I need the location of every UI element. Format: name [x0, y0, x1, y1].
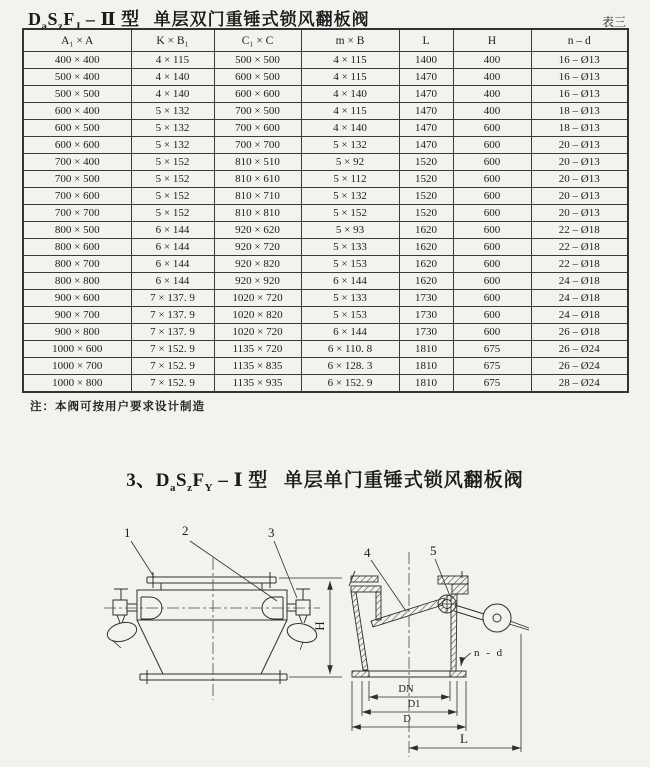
table-cell: 600	[453, 205, 531, 222]
table-cell: 4 × 140	[131, 69, 214, 86]
table-cell: 920 × 820	[214, 256, 301, 273]
table-cell: 1520	[399, 154, 453, 171]
body-wall-left	[351, 592, 368, 670]
table-row	[23, 154, 628, 171]
table-row	[23, 69, 628, 86]
table-cell: 600	[453, 239, 531, 256]
table-cell: 1135 × 935	[214, 375, 301, 393]
table-cell: 1000 × 600	[23, 341, 131, 358]
table-row	[23, 256, 628, 273]
callout-4: 4	[364, 545, 371, 560]
table-cell: 600 × 400	[23, 103, 131, 120]
table-cell: 6 × 152. 9	[301, 375, 399, 393]
table-cell: 400	[453, 69, 531, 86]
spec-table-header	[23, 29, 628, 52]
dim-label-DN: DN	[398, 684, 414, 695]
table-cell: 5 × 132	[301, 137, 399, 154]
table-cell: 24 – Ø18	[531, 307, 628, 324]
nd-leader-arrow	[461, 653, 471, 666]
table-cell: 675	[453, 341, 531, 358]
table-number-label: 表三	[601, 15, 626, 29]
table-cell: 1470	[399, 137, 453, 154]
dimension-spec-table	[22, 28, 629, 393]
table-cell: 6 × 144	[301, 324, 399, 341]
table-cell: 4 × 115	[301, 52, 399, 69]
table-cell: 1000 × 700	[23, 358, 131, 375]
section-heading	[0, 465, 650, 494]
dimension-L	[409, 731, 521, 748]
table-cell: 1730	[399, 290, 453, 307]
table-row	[23, 205, 628, 222]
table-cell: 5 × 152	[131, 171, 214, 188]
table-cell: 900 × 800	[23, 324, 131, 341]
hopper-right-edge	[261, 620, 287, 674]
table-cell: 20 – Ø13	[531, 188, 628, 205]
table-cell: 600	[453, 171, 531, 188]
table-row	[23, 171, 628, 188]
table-cell: 810 × 710	[214, 188, 301, 205]
table-cell: 5 × 93	[301, 222, 399, 239]
column-header: H	[453, 29, 531, 52]
counterweight-left	[105, 589, 139, 648]
column-header: K × B₁	[131, 29, 214, 52]
table-cell: 600	[453, 307, 531, 324]
table-cell: 600	[453, 137, 531, 154]
column-header: L	[399, 29, 453, 52]
table-cell: 1620	[399, 222, 453, 239]
callout-5: 5	[430, 543, 437, 558]
dim-label-D1: D1	[407, 699, 421, 710]
flap-plate	[371, 598, 446, 627]
table-cell: 5 × 152	[131, 188, 214, 205]
table-cell: 1730	[399, 307, 453, 324]
table-cell: 1470	[399, 69, 453, 86]
table-cell: 26 – Ø24	[531, 358, 628, 375]
table-row	[23, 120, 628, 137]
counterweight-lever	[454, 604, 529, 632]
table-cell: 800 × 500	[23, 222, 131, 239]
table-cell: 5 × 132	[301, 188, 399, 205]
table-cell: 6 × 128. 3	[301, 358, 399, 375]
table-cell: 6 × 144	[131, 256, 214, 273]
table-row	[23, 273, 628, 290]
table-cell: 1810	[399, 341, 453, 358]
table-cell: 26 – Ø24	[531, 341, 628, 358]
seat-wall-left	[376, 592, 381, 620]
table-cell: 675	[453, 375, 531, 393]
table-cell: 1470	[399, 120, 453, 137]
pivot-hinge	[438, 595, 456, 613]
table-cell: 5 × 153	[301, 307, 399, 324]
table-cell: 1730	[399, 324, 453, 341]
table-cell: 7 × 137. 9	[131, 324, 214, 341]
table-cell: 600	[453, 188, 531, 205]
table-row	[23, 222, 628, 239]
table-cell: 400	[453, 52, 531, 69]
table-cell: 1620	[399, 239, 453, 256]
table-row	[23, 188, 628, 205]
table-cell: 1020 × 720	[214, 324, 301, 341]
table-cell: 5 × 153	[301, 256, 399, 273]
table-cell: 5 × 133	[301, 239, 399, 256]
table-cell: 7 × 137. 9	[131, 307, 214, 324]
table-cell: 1620	[399, 273, 453, 290]
table-cell: 5 × 133	[301, 290, 399, 307]
table-row	[23, 375, 628, 393]
table-cell: 20 – Ø13	[531, 137, 628, 154]
valve-body	[137, 590, 287, 620]
table-cell: 7 × 152. 9	[131, 358, 214, 375]
model-code: $D_aS_zF_J$ – Ⅱ 型	[28, 9, 140, 33]
table-cell: 22 – Ø18	[531, 239, 628, 256]
column-header: n – d	[531, 29, 628, 52]
table-cell: 700 × 500	[214, 103, 301, 120]
table-cell: 7 × 137. 9	[131, 290, 214, 307]
table-cell: 900 × 700	[23, 307, 131, 324]
table-cell: 1020 × 820	[214, 307, 301, 324]
table-cell: 5 × 132	[131, 103, 214, 120]
table-cell: 1620	[399, 256, 453, 273]
valve-type-name: 单层双门重锤式锁风翻板阀	[153, 10, 370, 29]
table-cell: 600	[453, 273, 531, 290]
table-cell: 700 × 500	[23, 171, 131, 188]
hopper-left-edge	[137, 620, 163, 674]
table-cell: 600	[453, 120, 531, 137]
table-row	[23, 358, 628, 375]
table-cell: 16 – Ø13	[531, 52, 628, 69]
table-cell: 18 – Ø13	[531, 120, 628, 137]
table-cell: 675	[453, 358, 531, 375]
table-cell: 6 × 144	[301, 273, 399, 290]
table-cell: 1520	[399, 171, 453, 188]
table-cell: 800 × 700	[23, 256, 131, 273]
table-cell: 810 × 810	[214, 205, 301, 222]
callout-3: 3	[268, 525, 275, 540]
table-cell: 600	[453, 324, 531, 341]
leader-line-3	[274, 541, 297, 598]
table-cell: 5 × 92	[301, 154, 399, 171]
dimension-D1	[362, 699, 457, 712]
dim-label-nd: n - d	[474, 647, 505, 659]
table-cell: 810 × 610	[214, 171, 301, 188]
table-cell: 28 – Ø24	[531, 375, 628, 393]
callout-1: 1	[124, 525, 131, 540]
table-cell: 7 × 152. 9	[131, 375, 214, 393]
table-cell: 800 × 600	[23, 239, 131, 256]
side-view-figure	[104, 523, 342, 700]
dim-label-L: L	[460, 731, 468, 746]
table-cell: 24 – Ø18	[531, 273, 628, 290]
table-cell: 400	[453, 103, 531, 120]
table-cell: 600	[453, 154, 531, 171]
table-row	[23, 239, 628, 256]
section-valve-type-name: 单层单门重锤式锁风翻板阀	[283, 470, 524, 491]
table-cell: 20 – Ø13	[531, 171, 628, 188]
leader-line-1	[131, 541, 154, 577]
section-view-figure	[349, 543, 529, 757]
table-cell: 5 × 152	[301, 205, 399, 222]
table-cell: 600 × 500	[214, 69, 301, 86]
dim-label-H: H	[312, 621, 327, 631]
callout-2: 2	[182, 523, 189, 538]
table-cell: 1470	[399, 103, 453, 120]
valve-technical-drawing	[0, 505, 650, 767]
table-cell: 1520	[399, 205, 453, 222]
table-cell: 6 × 144	[131, 273, 214, 290]
table-cell: 920 × 720	[214, 239, 301, 256]
table-row	[23, 137, 628, 154]
table-cell: 500 × 400	[23, 69, 131, 86]
column-header: A₁ × A	[23, 29, 131, 52]
section-model-code: 3、$D_aS_zF_Y$ – Ⅰ 型	[126, 470, 268, 494]
table-cell: 900 × 600	[23, 290, 131, 307]
table-cell: 6 × 144	[131, 222, 214, 239]
table-cell: 400	[453, 86, 531, 103]
footnote: 注：本阀可按用户要求设计制造	[30, 401, 205, 413]
table-cell: 4 × 115	[301, 103, 399, 120]
table-cell: 700 × 600	[214, 120, 301, 137]
table-cell: 1400	[399, 52, 453, 69]
table-cell: 4 × 140	[301, 120, 399, 137]
table-cell: 1810	[399, 358, 453, 375]
table-cell: 1135 × 720	[214, 341, 301, 358]
table-row	[23, 307, 628, 324]
table-cell: 22 – Ø18	[531, 222, 628, 239]
table-cell: 1810	[399, 375, 453, 393]
bolt-holes-label	[461, 647, 504, 666]
table-cell: 700 × 700	[214, 137, 301, 154]
table-cell: 920 × 620	[214, 222, 301, 239]
table-cell: 18 – Ø13	[531, 103, 628, 120]
table-cell: 800 × 800	[23, 273, 131, 290]
table-cell: 920 × 920	[214, 273, 301, 290]
table-row	[23, 290, 628, 307]
table-cell: 1520	[399, 188, 453, 205]
table-cell: 7 × 152. 9	[131, 341, 214, 358]
table-cell: 1020 × 720	[214, 290, 301, 307]
table-row	[23, 103, 628, 120]
table-cell: 5 × 132	[131, 120, 214, 137]
inlet-flange	[349, 571, 468, 594]
table-cell: 600	[453, 256, 531, 273]
spec-table-body	[23, 52, 628, 393]
table-cell: 20 – Ø13	[531, 205, 628, 222]
leader-line-2	[190, 541, 277, 601]
table-cell: 5 × 112	[301, 171, 399, 188]
dimension-DN	[369, 684, 450, 697]
table-row	[23, 52, 628, 69]
table-cell: 4 × 115	[301, 69, 399, 86]
table-cell: 24 – Ø18	[531, 290, 628, 307]
table-cell: 6 × 110. 8	[301, 341, 399, 358]
table-cell: 700 × 600	[23, 188, 131, 205]
table-cell: 1000 × 800	[23, 375, 131, 393]
table-cell: 4 × 115	[131, 52, 214, 69]
table-cell: 20 – Ø13	[531, 154, 628, 171]
table-cell: 600	[453, 290, 531, 307]
table-cell: 1135 × 835	[214, 358, 301, 375]
table-cell: 5 × 152	[131, 205, 214, 222]
table-cell: 16 – Ø13	[531, 69, 628, 86]
table-row	[23, 86, 628, 103]
column-header: C₁ × C	[214, 29, 301, 52]
table-cell: 700 × 400	[23, 154, 131, 171]
table-cell: 4 × 140	[131, 86, 214, 103]
column-header: m × B	[301, 29, 399, 52]
table-cell: 700 × 700	[23, 205, 131, 222]
table-cell: 16 – Ø13	[531, 86, 628, 103]
table-cell: 600 × 600	[23, 137, 131, 154]
table-cell: 600 × 600	[214, 86, 301, 103]
table-cell: 400 × 400	[23, 52, 131, 69]
table-cell: 5 × 132	[131, 137, 214, 154]
dim-label-D: D	[403, 714, 411, 725]
table-row	[23, 324, 628, 341]
table-cell: 810 × 510	[214, 154, 301, 171]
table-cell: 1470	[399, 86, 453, 103]
table-cell: 600	[453, 222, 531, 239]
table-cell: 4 × 140	[301, 86, 399, 103]
table-row	[23, 341, 628, 358]
table-cell: 22 – Ø18	[531, 256, 628, 273]
table-cell: 500 × 500	[214, 52, 301, 69]
table-cell: 500 × 500	[23, 86, 131, 103]
counterweight-right	[285, 589, 318, 650]
table-cell: 6 × 144	[131, 239, 214, 256]
table-cell: 26 – Ø18	[531, 324, 628, 341]
counterweight	[483, 604, 511, 632]
table-cell: 5 × 152	[131, 154, 214, 171]
table-cell: 600 × 500	[23, 120, 131, 137]
